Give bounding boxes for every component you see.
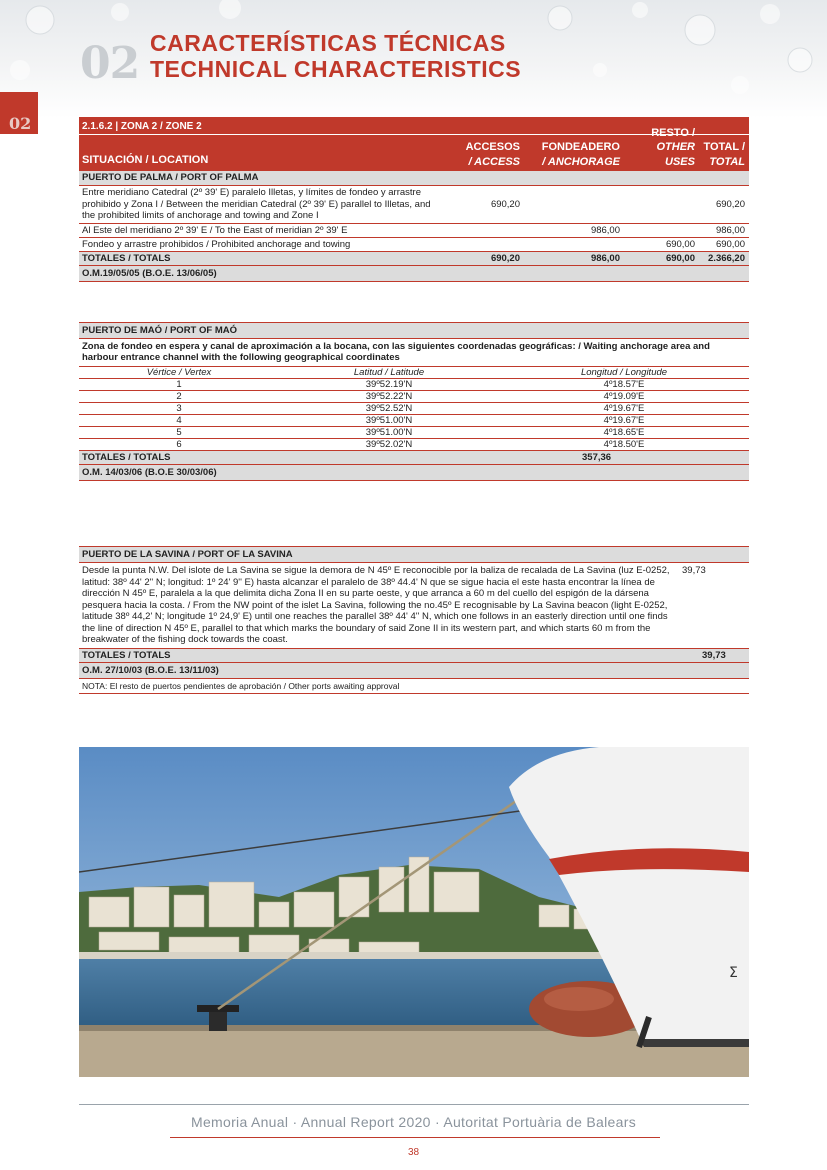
palma-total-other: 690,00 bbox=[665, 252, 695, 264]
mao-title: PUERTO DE MAÓ / PORT OF MAÓ bbox=[82, 325, 237, 336]
section-number: 02 bbox=[80, 38, 140, 89]
latitude-cell: 39º52.52'N bbox=[365, 402, 413, 414]
vertex-cell: 4 bbox=[176, 414, 182, 426]
mao-description: Zona de fondeo en espera y canal de aproximación a la bocana, con las siguientes coordenadas geográficas: / Waiting anchorage area and harbour entrance channel with the following geographical coordinates bbox=[82, 341, 710, 364]
table-row bbox=[79, 427, 749, 439]
longitude-cell: 4º19.67'E bbox=[603, 402, 645, 414]
vertex-cell: 3 bbox=[176, 402, 182, 414]
palma-totals-row bbox=[79, 252, 749, 266]
longitude-cell: 4º18.57'E bbox=[603, 378, 645, 390]
longitude-cell: 4º18.65'E bbox=[603, 426, 645, 438]
latitude-cell: 39º52.02'N bbox=[365, 438, 413, 450]
mao-order: O.M. 14/03/06 (B.O.E 30/03/06) bbox=[82, 466, 217, 478]
palma-row-3-access bbox=[449, 249, 524, 251]
svg-text:Σ: Σ bbox=[729, 965, 738, 981]
savina-title-row bbox=[79, 546, 749, 563]
longitude-cell: 4º18.50'E bbox=[603, 438, 645, 450]
longitude-cell: 4º19.09'E bbox=[603, 390, 645, 402]
savina-note: NOTA: El resto de puertos pendientes de aprobación / Other ports awaiting approval bbox=[82, 681, 400, 692]
col-total-header bbox=[699, 139, 749, 170]
latitude-header: Latitud / Latitude bbox=[353, 366, 425, 378]
longitude-cell: 4º19.67'E bbox=[603, 414, 645, 426]
col-access-header-en: / ACCESS bbox=[468, 155, 520, 168]
col-other-header bbox=[624, 125, 699, 170]
col-access-header-es: ACCESOS bbox=[465, 141, 520, 154]
palma-row-3-anchorage bbox=[524, 249, 624, 251]
savina-description-row bbox=[79, 563, 749, 649]
mao-order-row bbox=[79, 465, 749, 481]
col-other-header-es: RESTO / bbox=[651, 127, 695, 140]
mao-table bbox=[79, 322, 749, 481]
vertex-header: Vértice / Vertex bbox=[146, 366, 212, 378]
table-row bbox=[79, 391, 749, 403]
palma-title: PUERTO DE PALMA / PORT OF PALMA bbox=[82, 172, 259, 183]
table-row bbox=[79, 415, 749, 427]
palma-order: O.M.19/05/05 (B.O.E. 13/06/05) bbox=[82, 267, 217, 279]
savina-order: O.M. 27/10/03 (B.O.E. 13/11/03) bbox=[82, 665, 219, 677]
col-other-header-en: OTHER USES bbox=[656, 141, 695, 168]
col-anchorage-header-es: FONDEADERO bbox=[541, 141, 620, 154]
savina-value: 39,73 bbox=[682, 565, 706, 576]
palma-order-row bbox=[79, 266, 749, 282]
table-row bbox=[79, 186, 749, 224]
vertex-cell: 6 bbox=[176, 438, 182, 450]
palma-row-2-total: 986,00 bbox=[715, 224, 745, 236]
savina-totals-row bbox=[79, 649, 749, 663]
savina-total: 39,73 bbox=[702, 650, 726, 662]
palma-row-3-other: 690,00 bbox=[665, 238, 695, 250]
zone-table bbox=[79, 117, 749, 282]
palma-row-3-text: Fondeo y arrastre prohibidos / Prohibited anchorage and towing bbox=[82, 238, 351, 250]
col-total-header-en: TOTAL bbox=[709, 155, 745, 168]
mao-total: 357,36 bbox=[582, 451, 612, 463]
mao-title-row bbox=[79, 322, 749, 339]
palma-row-1-other bbox=[624, 203, 699, 205]
table-row bbox=[79, 224, 749, 238]
page-number: 38 bbox=[407, 1147, 420, 1158]
palma-row-2-other bbox=[624, 235, 699, 237]
col-total-header-es: TOTAL / bbox=[703, 141, 745, 154]
savina-title: PUERTO DE LA SAVINA / PORT OF LA SAVINA bbox=[82, 549, 293, 560]
table-row bbox=[79, 379, 749, 391]
savina-description: Desde la punta N.W. Del islote de La Savina se sigue la demora de N 45º E reconocible por la baliza de recalada de La Savina (luz E-0252, latitud: 38º 44' 2'' N; longitud: 1º 24' 9'' E) hasta alcanzar el paralelo de 38º 44.4' N que se sigue hacia el este hasta encontrar la línea de dirección N 45º E, paralela a la que delimita dicha Zona II en su parte oeste, y que arranca a 60 m del cuello del espigón de la dársena pesquera hacia la costa. / From the NW point of the islet La Savina, following the no.45º E recognisable by La Savina beacon (light E-0252, latitude 38º 44,2' N; longitude 1º 24,9' E) until one reaches the parallel 38º 44' 4'' N, which one follows in an easterly direction until one finds the line of direction N 45º E, parallel to that which marks the boundary of said Zone II in its western part, and which starts 60 m from the breakwater of the fishing dock towards the coast. bbox=[82, 565, 670, 646]
vertex-cell: 2 bbox=[176, 390, 182, 402]
table-row bbox=[79, 238, 749, 252]
palma-row-2-anchorage: 986,00 bbox=[590, 224, 620, 236]
palma-row-3-total: 690,00 bbox=[715, 238, 745, 250]
page-title-english: TECHNICAL CHARACTERISTICS bbox=[150, 56, 522, 82]
savina-table bbox=[79, 546, 749, 694]
col-anchorage-header bbox=[524, 139, 624, 170]
palma-row-2-text: Al Este del meridiano 2º 39' E / To the East of meridian 2º 39' E bbox=[82, 224, 348, 236]
mao-totals-label: TOTALES / TOTALS bbox=[82, 451, 171, 463]
mao-totals-row bbox=[79, 451, 749, 465]
latitude-cell: 39º51.00'N bbox=[365, 414, 413, 426]
table-row bbox=[79, 403, 749, 415]
savina-note-row bbox=[79, 679, 749, 694]
zone-title: 2.1.6.2 | ZONA 2 / ZONE 2 bbox=[82, 121, 202, 132]
vertex-cell: 5 bbox=[176, 426, 182, 438]
palma-total-total: 2.366,20 bbox=[708, 252, 745, 264]
mao-coord-header-row bbox=[79, 367, 749, 379]
palma-row-1-total: 690,20 bbox=[715, 198, 745, 210]
palma-row-1-text: Entre meridiano Catedral (2º 39' E) paralelo Illetas, y límites de fondeo y arrastre prohibido y Zona I / Between the meridian Catedral (2º 39' E) parallel to Illetas, and the prohibited limits of anchorage and towing and Zone I bbox=[82, 187, 431, 222]
longitude-header: Longitud / Longitude bbox=[580, 366, 668, 378]
latitude-cell: 39º51.00'N bbox=[365, 426, 413, 438]
palma-totals-label: TOTALES / TOTALS bbox=[82, 252, 171, 264]
col-access-header bbox=[449, 139, 524, 170]
footer-accent-line bbox=[170, 1137, 660, 1138]
section-side-tab: 02 bbox=[0, 92, 38, 134]
table-row bbox=[79, 439, 749, 451]
latitude-cell: 39º52.19'N bbox=[365, 378, 413, 390]
palma-total-anchorage: 986,00 bbox=[590, 252, 620, 264]
savina-order-row bbox=[79, 663, 749, 679]
harbour-photo bbox=[79, 747, 749, 1077]
footer-text: Memoria Anual · Annual Report 2020 · Autoritat Portuària de Balears bbox=[190, 1114, 636, 1130]
palma-row-1-anchorage bbox=[524, 203, 624, 205]
col-location-header: SITUACIÓN / LOCATION bbox=[82, 154, 209, 166]
col-anchorage-header-en: / ANCHORAGE bbox=[542, 155, 620, 168]
vertex-cell: 1 bbox=[176, 378, 182, 390]
page-title-spanish: CARACTERÍSTICAS TÉCNICAS bbox=[150, 30, 506, 56]
palma-row-2-access bbox=[449, 235, 524, 237]
latitude-cell: 39º52.22'N bbox=[365, 390, 413, 402]
palma-total-access: 690,20 bbox=[490, 252, 520, 264]
column-header-row bbox=[79, 127, 749, 171]
footer-divider bbox=[79, 1104, 749, 1105]
palma-title-row bbox=[79, 171, 749, 186]
savina-totals-label: TOTALES / TOTALS bbox=[82, 650, 171, 662]
palma-row-1-access: 690,20 bbox=[490, 198, 520, 210]
mao-description-row bbox=[79, 339, 749, 367]
